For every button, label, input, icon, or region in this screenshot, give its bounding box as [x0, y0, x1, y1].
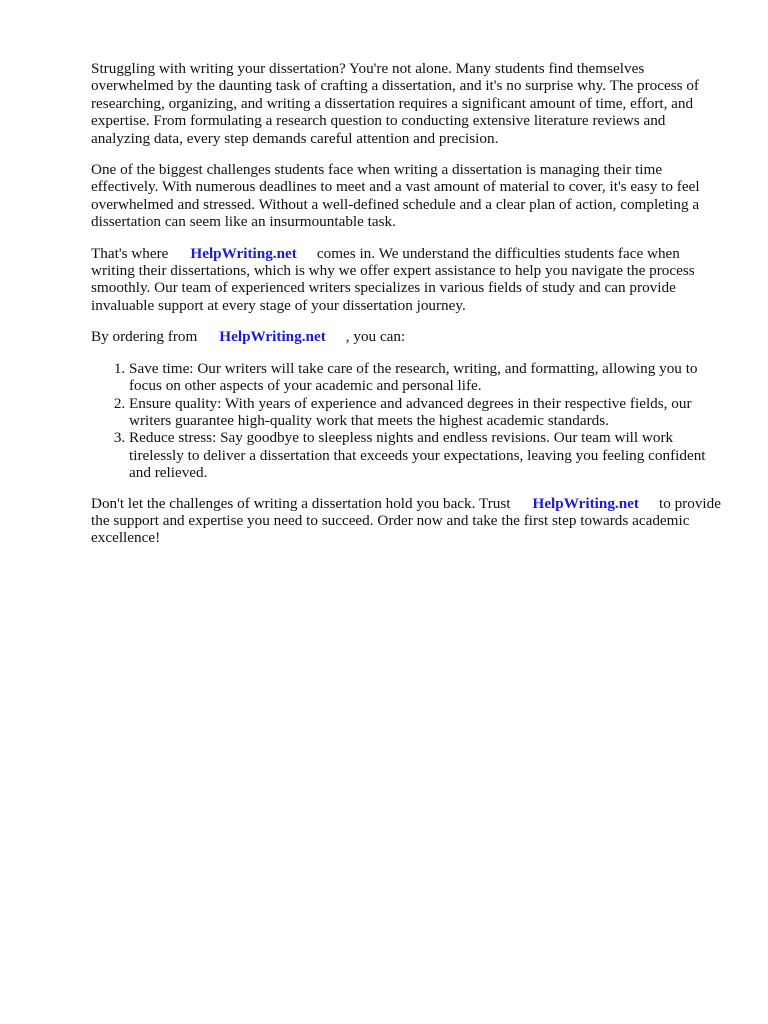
service-intro-paragraph	[91, 245, 721, 315]
list-item: 2. Ensure quality: With years of experience and advanced degrees in their respective fields, our writers guarantee high-quality work that meets the highest academic standards.	[129, 395, 721, 430]
helpwriting-link[interactable]: HelpWriting.net	[532, 494, 639, 512]
benefits-list	[91, 360, 721, 482]
helpwriting-link[interactable]: HelpWriting.net	[190, 244, 297, 262]
list-item: 1. Save time: Our writers will take care of the research, writing, and formatting, allowing you to focus on other aspects of your academic and personal life.	[129, 360, 721, 395]
time-management-paragraph: One of the biggest challenges students face when writing a dissertation is managing their time effectively. With numerous deadlines to meet and a vast amount of material to cover, it's easy to feel overwhelmed and stressed. Without a well-defined schedule and a clear plan of action, completing a dissertation can seem like an insurmountable task.	[91, 161, 700, 231]
closing-text-after: to provide the support and expertise you need to succeed. Order now and take the first step towards academic excellence!	[91, 494, 721, 547]
ordering-text-before: By ordering from	[91, 328, 198, 346]
closing-text-before: Don't let the challenges of writing a dissertation hold you back. Trust	[91, 494, 511, 512]
helpwriting-link[interactable]: HelpWriting.net	[219, 328, 326, 346]
closing-paragraph	[91, 495, 721, 547]
ordering-text-after: , you can:	[345, 328, 406, 346]
list-item: 3. Reduce stress: Say goodbye to sleepless nights and endless revisions. Our team will work tirelessly to deliver a dissertation that exceeds your expectations, leaving you feeling confident and relieved.	[129, 429, 721, 481]
service-intro-text-before: That's where	[91, 244, 169, 262]
intro-paragraph: Struggling with writing your dissertation? You're not alone. Many students find themselves overwhelmed by the daunting task of crafting a dissertation, and it's no surprise why. The process of researching, organizing, and writing a dissertation requires a significant amount of time, effort, and expertise. From formulating a research question to conducting extensive literature reviews and analyzing data, every step demands careful attention and precision.	[91, 60, 699, 147]
document-page	[91, 60, 721, 561]
service-intro-text-after: comes in. We understand the difficulties students face when writing their dissertations, which is why we offer expert assistance to help you navigate the process smoothly. Our team of experienced writers specializes in various fields of study and can provide invaluable support at every stage of your dissertation journey.	[91, 244, 695, 314]
ordering-paragraph	[91, 328, 721, 345]
